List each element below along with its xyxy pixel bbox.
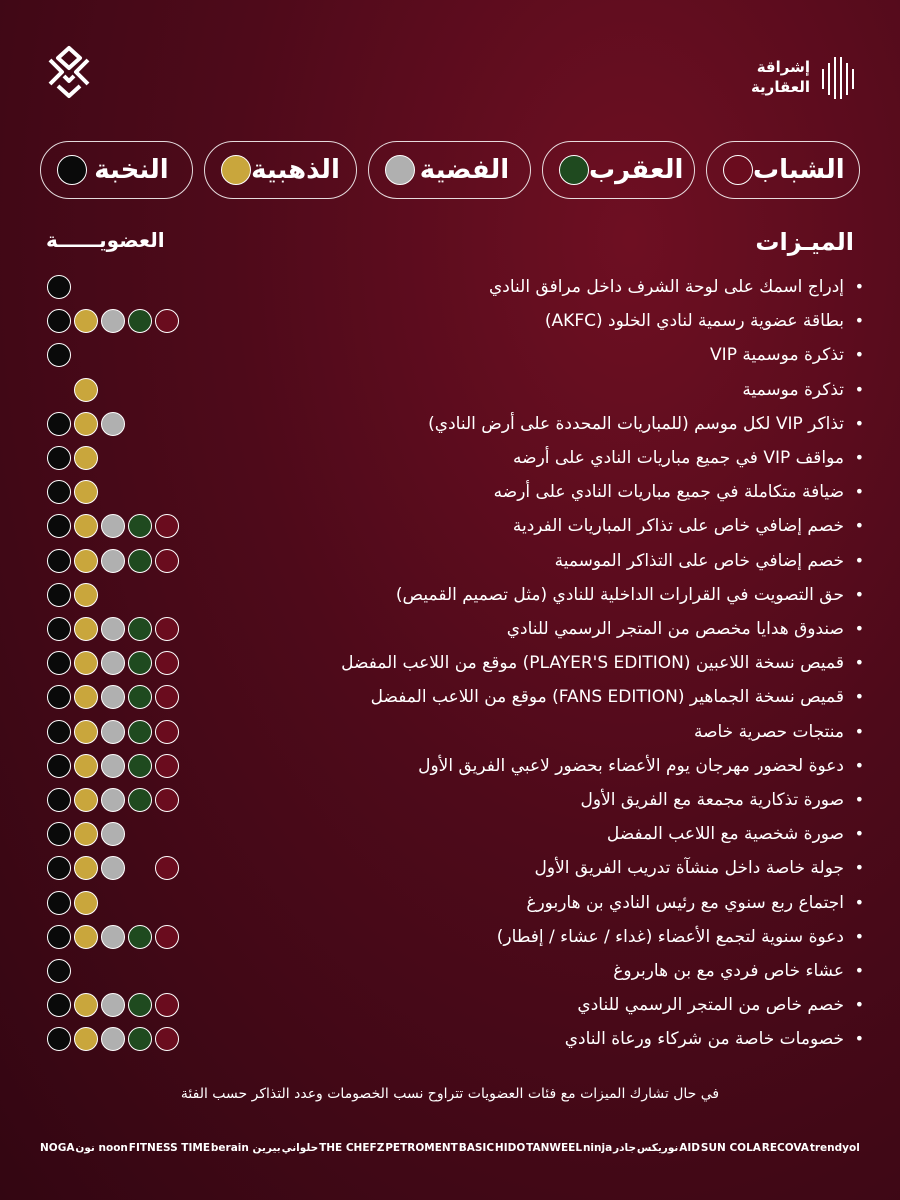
brand-name-line1: إشراقة bbox=[756, 58, 810, 76]
feature-text: عشاء خاص فردي مع بن هاربروغ bbox=[613, 961, 844, 981]
bullet-icon: • bbox=[854, 448, 864, 467]
bullet-icon: • bbox=[854, 995, 864, 1015]
membership-dot-elite bbox=[47, 1027, 71, 1051]
bullet-icon: • bbox=[854, 584, 864, 604]
membership-dot-gold bbox=[74, 651, 98, 675]
feature-row bbox=[0, 783, 900, 817]
feature-row bbox=[0, 886, 900, 920]
membership-dot-gold bbox=[74, 1027, 98, 1051]
bullet-icon: • bbox=[854, 755, 864, 775]
membership-dot-silver bbox=[101, 754, 125, 778]
tier-elite-label: النخبة bbox=[94, 155, 169, 185]
feature-row bbox=[0, 646, 900, 680]
feature-text: قميص نسخة اللاعبين (PLAYER'S EDITION) موقع من اللاعب المفضل bbox=[341, 653, 844, 674]
feature-row bbox=[0, 475, 900, 509]
sponsor-logo: FITNESS TIME bbox=[128, 1142, 210, 1154]
membership-dot-gold bbox=[74, 856, 98, 880]
membership-dot-elite bbox=[47, 412, 71, 436]
bullet-icon: • bbox=[854, 1029, 864, 1049]
brand-name-line2: العقارية bbox=[750, 78, 810, 96]
tier-gold-label: الذهبية bbox=[251, 155, 340, 185]
sponsor-logo: SUN COLA bbox=[700, 1142, 761, 1154]
feature-text: مواقف VIP في جميع مباريات النادي على أرضه bbox=[513, 448, 844, 468]
feature-row bbox=[0, 578, 900, 612]
sponsor-logo: نون noon bbox=[75, 1142, 128, 1154]
tier-scorpion-swatch bbox=[559, 155, 589, 185]
sponsor-logo: جادر bbox=[613, 1142, 637, 1154]
membership-dot-gold bbox=[74, 309, 98, 333]
bullet-icon: • bbox=[854, 926, 864, 946]
membership-dot-youth bbox=[155, 720, 179, 744]
feature-row bbox=[0, 749, 900, 783]
membership-dot-scorpion bbox=[128, 549, 152, 573]
sponsor-logo: نوريكس bbox=[636, 1142, 679, 1154]
sponsor-logo: berain بيرين bbox=[210, 1142, 281, 1154]
feature-row bbox=[0, 612, 900, 646]
sponsor-logo: ninja bbox=[582, 1142, 613, 1154]
feature-row bbox=[0, 680, 900, 714]
membership-dot-gold bbox=[74, 891, 98, 915]
bullet-icon: • bbox=[854, 619, 864, 638]
membership-dot-elite bbox=[47, 309, 71, 333]
membership-dot-youth bbox=[155, 617, 179, 641]
membership-dot-silver bbox=[101, 514, 125, 538]
tier-youth bbox=[706, 141, 860, 199]
membership-dot-scorpion bbox=[128, 309, 152, 333]
bullet-icon: • bbox=[854, 345, 864, 365]
membership-dot-gold bbox=[74, 754, 98, 778]
membership-dot-silver bbox=[101, 788, 125, 812]
feature-text: قميص نسخة الجماهير (FANS EDITION) موقع من اللاعب المفضل bbox=[370, 687, 844, 708]
membership-dot-silver bbox=[101, 412, 125, 436]
membership-dot-scorpion bbox=[128, 651, 152, 675]
feature-row bbox=[0, 509, 900, 543]
membership-dot-youth bbox=[155, 514, 179, 538]
sponsor-logo: TANWEEL bbox=[526, 1142, 583, 1154]
membership-dot-elite bbox=[47, 583, 71, 607]
tier-scorpion bbox=[542, 141, 695, 199]
membership-dot-elite bbox=[47, 685, 71, 709]
footnote: في حال تشارك الميزات مع فئات العضويات تتراوح نسب الخصومات وعدد التذاكر حسب الفئة bbox=[180, 1086, 720, 1102]
membership-dot-elite bbox=[47, 788, 71, 812]
membership-dot-silver bbox=[101, 685, 125, 709]
feature-text: تذكرة موسمية bbox=[742, 379, 844, 400]
sponsor-logo: HIDO bbox=[494, 1142, 526, 1154]
feature-text: اجتماع ربع سنوي مع رئيس النادي بن هاربورغ bbox=[526, 892, 844, 913]
feature-text: دعوة لحضور مهرجان يوم الأعضاء بحضور لاعبي الفريق الأول bbox=[418, 755, 844, 776]
membership-dot-elite bbox=[47, 514, 71, 538]
feature-row bbox=[0, 544, 900, 578]
membership-dot-gold bbox=[74, 583, 98, 607]
membership-dot-gold bbox=[74, 412, 98, 436]
membership-dot-silver bbox=[101, 651, 125, 675]
bullet-icon: • bbox=[854, 721, 864, 741]
feature-row bbox=[0, 441, 900, 475]
membership-dot-scorpion bbox=[128, 925, 152, 949]
membership-dot-elite bbox=[47, 343, 71, 367]
membership-dot-elite bbox=[47, 856, 71, 880]
bullet-icon: • bbox=[854, 550, 864, 570]
sponsor-logo: حلواني bbox=[281, 1142, 319, 1154]
membership-dot-youth bbox=[155, 549, 179, 573]
feature-row bbox=[0, 851, 900, 885]
membership-dot-elite bbox=[47, 822, 71, 846]
brand-logo bbox=[751, 52, 854, 102]
bullet-icon: • bbox=[854, 277, 864, 296]
feature-row bbox=[0, 1022, 900, 1056]
membership-dot-gold bbox=[74, 378, 98, 402]
membership-dot-youth bbox=[155, 685, 179, 709]
feature-text: منتجات حصرية خاصة bbox=[693, 721, 844, 742]
membership-heading: العضويــــــة bbox=[46, 228, 165, 252]
membership-dot-elite bbox=[47, 925, 71, 949]
feature-row bbox=[0, 304, 900, 338]
feature-row bbox=[0, 373, 900, 407]
bullet-icon: • bbox=[854, 790, 864, 809]
tier-silver-swatch bbox=[385, 155, 415, 185]
feature-row bbox=[0, 954, 900, 988]
membership-dot-silver bbox=[101, 822, 125, 846]
membership-dot-scorpion bbox=[128, 514, 152, 538]
membership-dot-elite bbox=[47, 891, 71, 915]
bullet-icon: • bbox=[854, 687, 864, 707]
feature-row bbox=[0, 407, 900, 441]
membership-dot-gold bbox=[74, 480, 98, 504]
membership-dot-gold bbox=[74, 685, 98, 709]
feature-text: دعوة سنوية لتجمع الأعضاء (غداء / عشاء / إفطار) bbox=[496, 926, 844, 947]
feature-text: خصم إضافي خاص على التذاكر الموسمية bbox=[554, 550, 844, 571]
membership-dot-elite bbox=[47, 993, 71, 1017]
sponsor-logo: RECOVA bbox=[761, 1142, 809, 1154]
feature-text: خصومات خاصة من شركاء ورعاة النادي bbox=[564, 1029, 844, 1050]
tier-gold bbox=[204, 141, 357, 199]
membership-dot-elite bbox=[47, 720, 71, 744]
bullet-icon: • bbox=[854, 413, 864, 433]
membership-dot-silver bbox=[101, 720, 125, 744]
membership-dot-elite bbox=[47, 754, 71, 778]
membership-dot-gold bbox=[74, 617, 98, 641]
feature-row bbox=[0, 988, 900, 1022]
bullet-icon: • bbox=[854, 482, 864, 502]
feature-text: تذكرة موسمية VIP bbox=[710, 345, 844, 366]
membership-dot-gold bbox=[74, 822, 98, 846]
membership-dot-elite bbox=[47, 549, 71, 573]
membership-tiers bbox=[40, 141, 860, 201]
bullet-icon: • bbox=[854, 653, 864, 673]
tier-silver bbox=[368, 141, 531, 199]
membership-dot-silver bbox=[101, 1027, 125, 1051]
membership-dot-scorpion bbox=[128, 617, 152, 641]
membership-dot-youth bbox=[155, 754, 179, 778]
bullet-icon: • bbox=[854, 961, 864, 980]
membership-dot-youth bbox=[155, 993, 179, 1017]
membership-dot-elite bbox=[47, 651, 71, 675]
sponsor-logo: trendyol bbox=[809, 1142, 860, 1154]
membership-dot-scorpion bbox=[128, 788, 152, 812]
feature-row bbox=[0, 270, 900, 304]
tier-scorpion-label: العقرب bbox=[589, 155, 684, 185]
sponsor-logo: PETROMENT bbox=[385, 1142, 458, 1154]
membership-dot-youth bbox=[155, 788, 179, 812]
membership-dot-gold bbox=[74, 925, 98, 949]
feature-row bbox=[0, 338, 900, 372]
features-heading: الميـزات bbox=[755, 228, 854, 256]
sponsor-logo: BASIC bbox=[458, 1142, 495, 1154]
membership-dot-silver bbox=[101, 856, 125, 880]
membership-dot-scorpion bbox=[128, 993, 152, 1017]
bullet-icon: • bbox=[854, 379, 864, 399]
club-emblem-icon bbox=[44, 44, 94, 100]
membership-dot-gold bbox=[74, 514, 98, 538]
bullet-icon: • bbox=[854, 311, 864, 331]
bullet-icon: • bbox=[854, 858, 864, 878]
feature-text: إدراج اسمك على لوحة الشرف داخل مرافق النادي bbox=[488, 277, 844, 297]
membership-dot-elite bbox=[47, 959, 71, 983]
membership-dot-scorpion bbox=[128, 720, 152, 744]
tier-elite-swatch bbox=[57, 155, 87, 185]
membership-dot-scorpion bbox=[128, 1027, 152, 1051]
membership-dot-youth bbox=[155, 856, 179, 880]
membership-dot-youth bbox=[155, 651, 179, 675]
tier-silver-label: الفضية bbox=[419, 155, 510, 185]
membership-dot-gold bbox=[74, 788, 98, 812]
membership-dot-gold bbox=[74, 993, 98, 1017]
membership-dot-gold bbox=[74, 549, 98, 573]
bullet-icon: • bbox=[854, 824, 864, 844]
sponsor-logo: NOGA bbox=[40, 1142, 75, 1154]
membership-dot-elite bbox=[47, 480, 71, 504]
bullet-icon: • bbox=[854, 892, 864, 912]
tier-elite bbox=[40, 141, 193, 199]
membership-dot-silver bbox=[101, 549, 125, 573]
membership-dot-silver bbox=[101, 617, 125, 641]
feature-row bbox=[0, 817, 900, 851]
feature-text: بطاقة عضوية رسمية لنادي الخلود (AKFC) bbox=[544, 311, 844, 332]
membership-dot-elite bbox=[47, 617, 71, 641]
feature-text: جولة خاصة داخل منشآة تدريب الفريق الأول bbox=[534, 858, 844, 879]
membership-dot-elite bbox=[47, 275, 71, 299]
membership-dot-youth bbox=[155, 925, 179, 949]
feature-text: خصم خاص من المتجر الرسمي للنادي bbox=[577, 995, 844, 1016]
tier-gold-swatch bbox=[221, 155, 251, 185]
feature-text: صورة تذكارية مجمعة مع الفريق الأول bbox=[580, 790, 844, 810]
feature-text: صندوق هدايا مخصص من المتجر الرسمي للنادي bbox=[506, 619, 844, 639]
feature-text: ضيافة متكاملة في جميع مباريات النادي على أرضه bbox=[493, 482, 844, 503]
feature-row bbox=[0, 715, 900, 749]
membership-dot-elite bbox=[47, 446, 71, 470]
membership-dot-silver bbox=[101, 993, 125, 1017]
feature-row bbox=[0, 920, 900, 954]
feature-text: خصم إضافي خاص على تذاكر المباريات الفردية bbox=[512, 516, 844, 537]
feature-text: تذاكر VIP لكل موسم (للمباريات المحددة على أرض النادي) bbox=[428, 413, 844, 434]
membership-dot-silver bbox=[101, 925, 125, 949]
sponsor-logo: AID bbox=[679, 1142, 701, 1154]
membership-dot-gold bbox=[74, 446, 98, 470]
feature-text: حق التصويت في القرارات الداخلية للنادي (مثل تصميم القميص) bbox=[395, 584, 844, 605]
sponsors-strip bbox=[40, 1128, 860, 1168]
membership-dot-gold bbox=[74, 720, 98, 744]
brand-bars-icon bbox=[820, 55, 854, 99]
membership-dot-scorpion bbox=[128, 754, 152, 778]
bullet-icon: • bbox=[854, 516, 864, 536]
membership-dot-silver bbox=[101, 309, 125, 333]
membership-dot-youth bbox=[155, 309, 179, 333]
membership-dot-youth bbox=[155, 1027, 179, 1051]
tier-youth-swatch bbox=[723, 155, 753, 185]
tier-youth-label: الشباب bbox=[753, 155, 845, 185]
feature-text: صورة شخصية مع اللاعب المفضل bbox=[606, 824, 844, 845]
sponsor-logo: THE CHEFZ bbox=[319, 1142, 385, 1154]
membership-dot-scorpion bbox=[128, 685, 152, 709]
